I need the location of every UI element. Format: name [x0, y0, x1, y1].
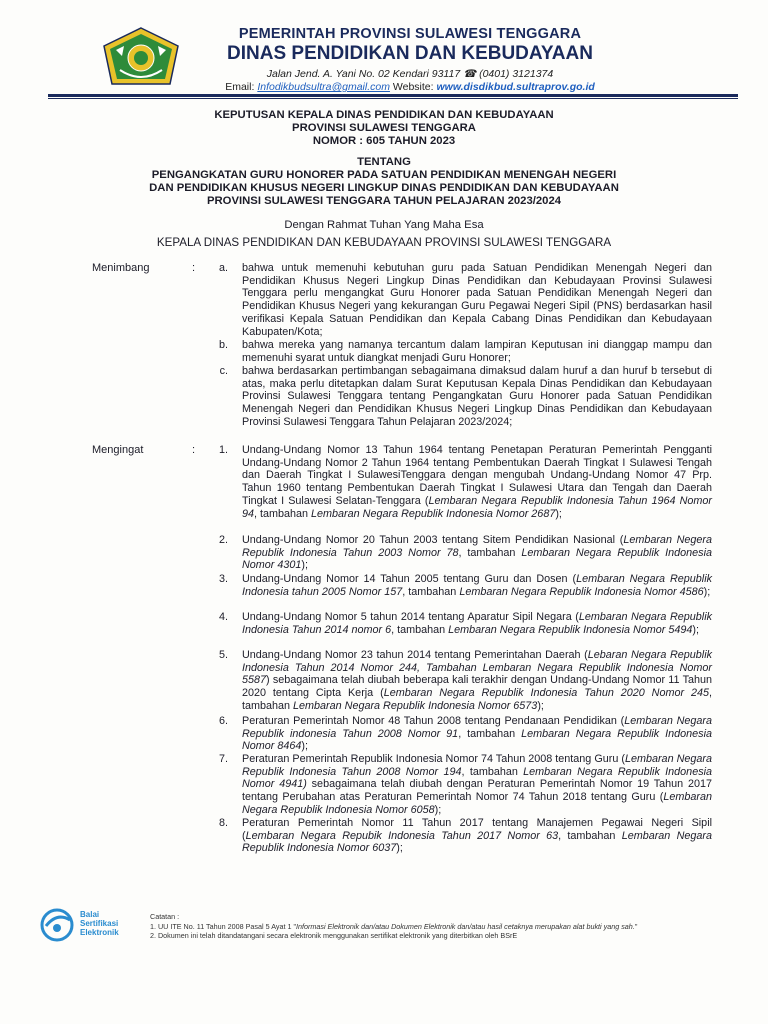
- text-plain: , tambahan: [242, 687, 713, 712]
- letterhead-contact: [200, 81, 620, 93]
- item-marker: a.: [218, 262, 228, 274]
- text-plain: Undang-Undang Nomor 5 tahun 2014 tentang Aparatur Sipil Negara (: [242, 611, 579, 623]
- item-text: [242, 753, 712, 817]
- text-italic: Lembaran Negara Republik Indonesia Nomor 4586: [459, 585, 704, 598]
- text-italic: Lembaran Negara Republik Indonesia Tahun 2008 Nomor 194: [242, 753, 713, 778]
- mengingat-item-8: [200, 817, 720, 855]
- item-text: [242, 817, 712, 855]
- text-plain: Undang-Undang Nomor 23 tahun 2014 tentang Pemerintahan Daerah (: [242, 649, 588, 661]
- decree-heading-line2: PROVINSI SULAWESI TENGGARA: [292, 122, 476, 134]
- text-plain: , tambahan: [458, 546, 522, 559]
- decree-number: NOMOR : 605 TAHUN 2023: [312, 135, 456, 147]
- subject-line3: PROVINSI SULAWESI TENGGARA TAHUN PELAJARAN 2023/2024: [206, 195, 562, 207]
- bsre-wordmark: [80, 910, 119, 937]
- text-italic: Lembaran Negara Republik Indonesia Tahun 2020 Nomor 245: [383, 687, 710, 700]
- text-italic: Lembaran Negara Republik Indonesia Tahun 1964 Nomor 94: [242, 494, 712, 520]
- item-marker: 6.: [218, 715, 228, 727]
- menimbang-item-b: [200, 339, 720, 364]
- text-plain: sebagaimana telah diubah dengan Peraturan Pemerintah Nomor 19 Tahun 2017 tentang Perubahan atas Peraturan Pemerintah Nomor 74 Tahun 2018 tentang Guru (: [242, 778, 713, 804]
- item-marker: 8.: [218, 817, 228, 829]
- website-link[interactable]: www.disdikbud.sultraprov.go.id: [436, 81, 595, 93]
- text-italic: Lembaran Negara Republik Indonesia Nomor 6058: [242, 791, 712, 816]
- mengingat-item-6: [200, 715, 720, 753]
- bsre-line2: Sertifikasi: [80, 919, 119, 928]
- mengingat-colon: :: [192, 444, 196, 456]
- mengingat-item-1: [200, 444, 720, 520]
- item-marker: 1.: [218, 444, 228, 456]
- text-plain: , tambahan: [461, 765, 524, 778]
- mengingat-label: Mengingat: [92, 444, 144, 456]
- preamble-rahmat: Dengan Rahmat Tuhan Yang Maha Esa: [284, 219, 484, 231]
- text-italic: Lembaran Negara Republik Indonesia Nomor 6573: [293, 699, 538, 712]
- text-plain: );: [537, 699, 544, 712]
- text-italic: Lembaran Negara Republik Indonesia Nomor 4301: [242, 546, 712, 572]
- text-italic: Lembaran Negara Republik Indonesia Nomor 8464: [242, 727, 712, 753]
- subject-tentang: TENTANG: [357, 156, 411, 168]
- item-marker: 3.: [218, 573, 228, 585]
- item-text: bahwa mereka yang namanya tercantum dalam lampiran Keputusan ini dianggap mampu dan memenuhi syarat untuk diangkat menjadi Guru Honorer;: [242, 339, 712, 364]
- text-plain: Peraturan Pemerintah Nomor 48 Tahun 2008 tentang Pendanaan Pendidikan (: [242, 715, 625, 727]
- text-plain: Undang-Undang Nomor 14 Tahun 2005 tentang Guru dan Dosen (: [242, 573, 577, 585]
- item-marker: 4.: [218, 611, 228, 623]
- menimbang-item-c: [200, 365, 720, 429]
- subject-line2: DAN PENDIDIKAN KHUSUS NEGERI LINGKUP DINAS PENDIDIKAN DAN KEBUDAYAAN: [149, 182, 619, 194]
- menimbang-item-a: [200, 262, 720, 338]
- letterhead-department: DINAS PENDIDIKAN DAN KEBUDAYAAN: [227, 43, 593, 64]
- decree-heading-line1: KEPUTUSAN KEPALA DINAS PENDIDIKAN DAN KEBUDAYAAN: [214, 109, 554, 121]
- letterhead-rule-thin: [48, 98, 738, 99]
- text-plain: ) sebagaimana telah diubah beberapa kali terakhir dengan Undang-Undang Nomor 11 Tahun 2020 tentang Cipta Kerja (: [242, 674, 712, 700]
- item-marker: 5.: [218, 649, 228, 661]
- letterhead-government: PEMERINTAH PROVINSI SULAWESI TENGGARA: [238, 26, 582, 42]
- item-marker: b.: [218, 339, 228, 351]
- bsre-line3: Elektronik: [80, 928, 119, 937]
- provincial-emblem-logo: [100, 26, 182, 90]
- subject-line1: PENGANGKATAN GURU HONORER PADA SATUAN PENDIDIKAN MENENGAH NEGERI: [151, 169, 617, 181]
- item-text: [242, 573, 712, 598]
- text-plain: );: [301, 740, 309, 753]
- letterhead-address: Jalan Jend. A. Yani No. 02 Kendari 93117 ☎ (0401) 3121374: [266, 68, 554, 80]
- menimbang-colon: :: [192, 262, 196, 274]
- footer-notes: [150, 912, 740, 941]
- mengingat-item-3: [200, 573, 720, 598]
- preamble-kepala: KEPALA DINAS PENDIDIKAN DAN KEBUDAYAAN PROVINSI SULAWESI TENGGARA: [156, 236, 612, 249]
- text-plain: Peraturan Pemerintah Nomor 11 Tahun 2017 tentang Manajemen Pegawai Negeri Sipil (: [242, 817, 712, 842]
- footer-catatan: Catatan :: [150, 912, 180, 921]
- item-text: [242, 649, 712, 713]
- item-text: bahwa untuk memenuhi kebutuhan guru pada Satuan Pendidikan Menengah Negeri dan Pendidikan Khusus Negeri Lingkup Dinas Pendidikan dan Kebudayaan Provinsi Sulawesi Tenggara perlu mengangkat Guru Honorer pada Satuan Pendidikan Menengah Negeri dan Pendidikan Khusus Negeri yang kekurangan Guru Pegawai Negeri Sipil (PNS) berdasarkan hasil verifikasi Kepala Satuan Pendidikan dan Kepala Cabang Dinas Pendidikan dan Kebudayaan Kabupaten/Kota;: [242, 262, 712, 338]
- text-plain: );: [396, 842, 403, 855]
- text-italic: Lembaran Negara Republik Indonesia Nomor 2687: [311, 507, 556, 520]
- letterhead-rule-thick: [48, 94, 738, 97]
- text-plain: );: [703, 585, 711, 598]
- menimbang-label: Menimbang: [92, 262, 150, 274]
- text-italic: Lebaran Negara Republik Indonesia Tahun 2014 Nomor 244, Tambahan Lembaran Negara Republik Indonesia Nomor 5587: [242, 649, 712, 687]
- text-plain: , tambahan: [558, 829, 622, 842]
- text-plain: , tambahan: [458, 727, 522, 740]
- item-text: [242, 715, 712, 753]
- text-plain: );: [301, 559, 309, 572]
- item-text: [242, 611, 712, 636]
- note-italic: Informasi Elektronik dan/atau Dokumen Elektronik dan/atau hasil cetaknya merupakan alat bukti yang sah.: [296, 921, 635, 931]
- mengingat-item-5: [200, 649, 720, 713]
- text-plain: Undang-Undang Nomor 13 Tahun 1964 tentang Penetapan Peraturan Pemerintah Pengganti Undang-Undang Nomor 2 Tahun 1964 tentang Pembentukan Daerah Tingkat I Sulawesi Tengah dan Daerah Tingkat I SulawesiTenggara dengan mengubah Undang-Undang Nomor 47 Prp. Tahun 1960 tentang Pembentukan Daerah Tingkat I Sulawesi Utara dan Tengah dan Daerah Tingkat I Sulawesi Selatan-Tenggara (: [242, 444, 712, 507]
- item-marker: c.: [219, 365, 228, 377]
- note-plain: ": [634, 921, 638, 931]
- text-italic: Lembaran Negara Republik indonesia Tahun 2008 Nomor 91: [242, 715, 713, 740]
- mengingat-item-4: [200, 611, 720, 636]
- footer-note-2: 2. Dokumen ini telah ditandatangani secara elektronik menggunakan sertifikat elektronik yang diterbitkan oleh BSrE: [150, 931, 518, 940]
- text-plain: , tambahan: [254, 507, 312, 520]
- text-plain: , tambahan: [391, 623, 449, 636]
- text-plain: Peraturan Pemerintah Republik Indonesia Nomor 74 Tahun 2008 tentang Guru (: [242, 753, 625, 765]
- text-plain: );: [434, 803, 442, 816]
- footer-note-1: [150, 922, 740, 932]
- note-plain: 1. UU ITE No. 11 Tahun 2008 Pasal 5 Ayat 1 ": [150, 921, 296, 931]
- bsre-logo: [40, 908, 150, 944]
- mengingat-item-7: [200, 753, 720, 817]
- item-marker: 2.: [218, 534, 228, 546]
- text-italic: Lembaran Negara Republik Indonesia Nomor 6037: [242, 829, 712, 855]
- text-italic: Lembaran Negara Republik Indonesia Nomor 4941): [242, 765, 712, 791]
- text-italic: Lembaran Negara Republik Indonesia Nomor 5494: [448, 623, 693, 636]
- email-label: Email:: [225, 81, 255, 93]
- decree-heading: [0, 109, 768, 148]
- text-plain: );: [692, 623, 699, 636]
- website-label: Website:: [392, 81, 434, 93]
- email-link[interactable]: Infodikbudsultra@gmail.com: [257, 81, 390, 93]
- mengingat-item-2: [200, 534, 720, 572]
- bsre-emblem-icon: [40, 908, 76, 942]
- text-plain: );: [555, 507, 562, 520]
- text-italic: Lembaran Negara Republik Indonesia Tahun 2014 nomor 6: [242, 611, 712, 636]
- text-plain: Undang-Undang Nomor 20 Tahun 2003 tentang Sitem Pendidikan Nasional (: [242, 534, 624, 546]
- text-italic: Lembaran Negara Republik Indonesia tahun 2005 Nomor 157: [242, 573, 712, 598]
- item-text: bahwa berdasarkan pertimbangan sebagaimana dimaksud dalam huruf a dan huruf b tersebut di atas, maka perlu ditetapkan dalam Surat Keputusan Kepala Dinas Pendidikan dan Kebudayaan Provinsi Sulawesi Tenggara tentang Pengangkatan Guru Honorer pada Satuan Pendidikan Menengah Negeri dan Pendidikan Khusus Negeri Lingkup Dinas Pendidikan dan Kebudayaan Provinsi Sulawesi Tenggara Tahun Pelajaran 2023/2024;: [242, 365, 712, 428]
- text-plain: , tambahan: [402, 585, 460, 598]
- decree-subject: [0, 156, 768, 208]
- letterhead: [200, 26, 620, 93]
- text-italic: Lembaran Negera Republik Indonesia Tahun 2003 Nomor 78: [242, 534, 712, 559]
- text-italic: Lembaran Negara Repubik Indonesia Tahun 2017 Nomor 63: [245, 829, 559, 842]
- item-text: [242, 534, 712, 572]
- item-marker: 7.: [218, 753, 228, 765]
- item-text: [242, 444, 712, 520]
- bsre-line1: Balai: [80, 910, 100, 919]
